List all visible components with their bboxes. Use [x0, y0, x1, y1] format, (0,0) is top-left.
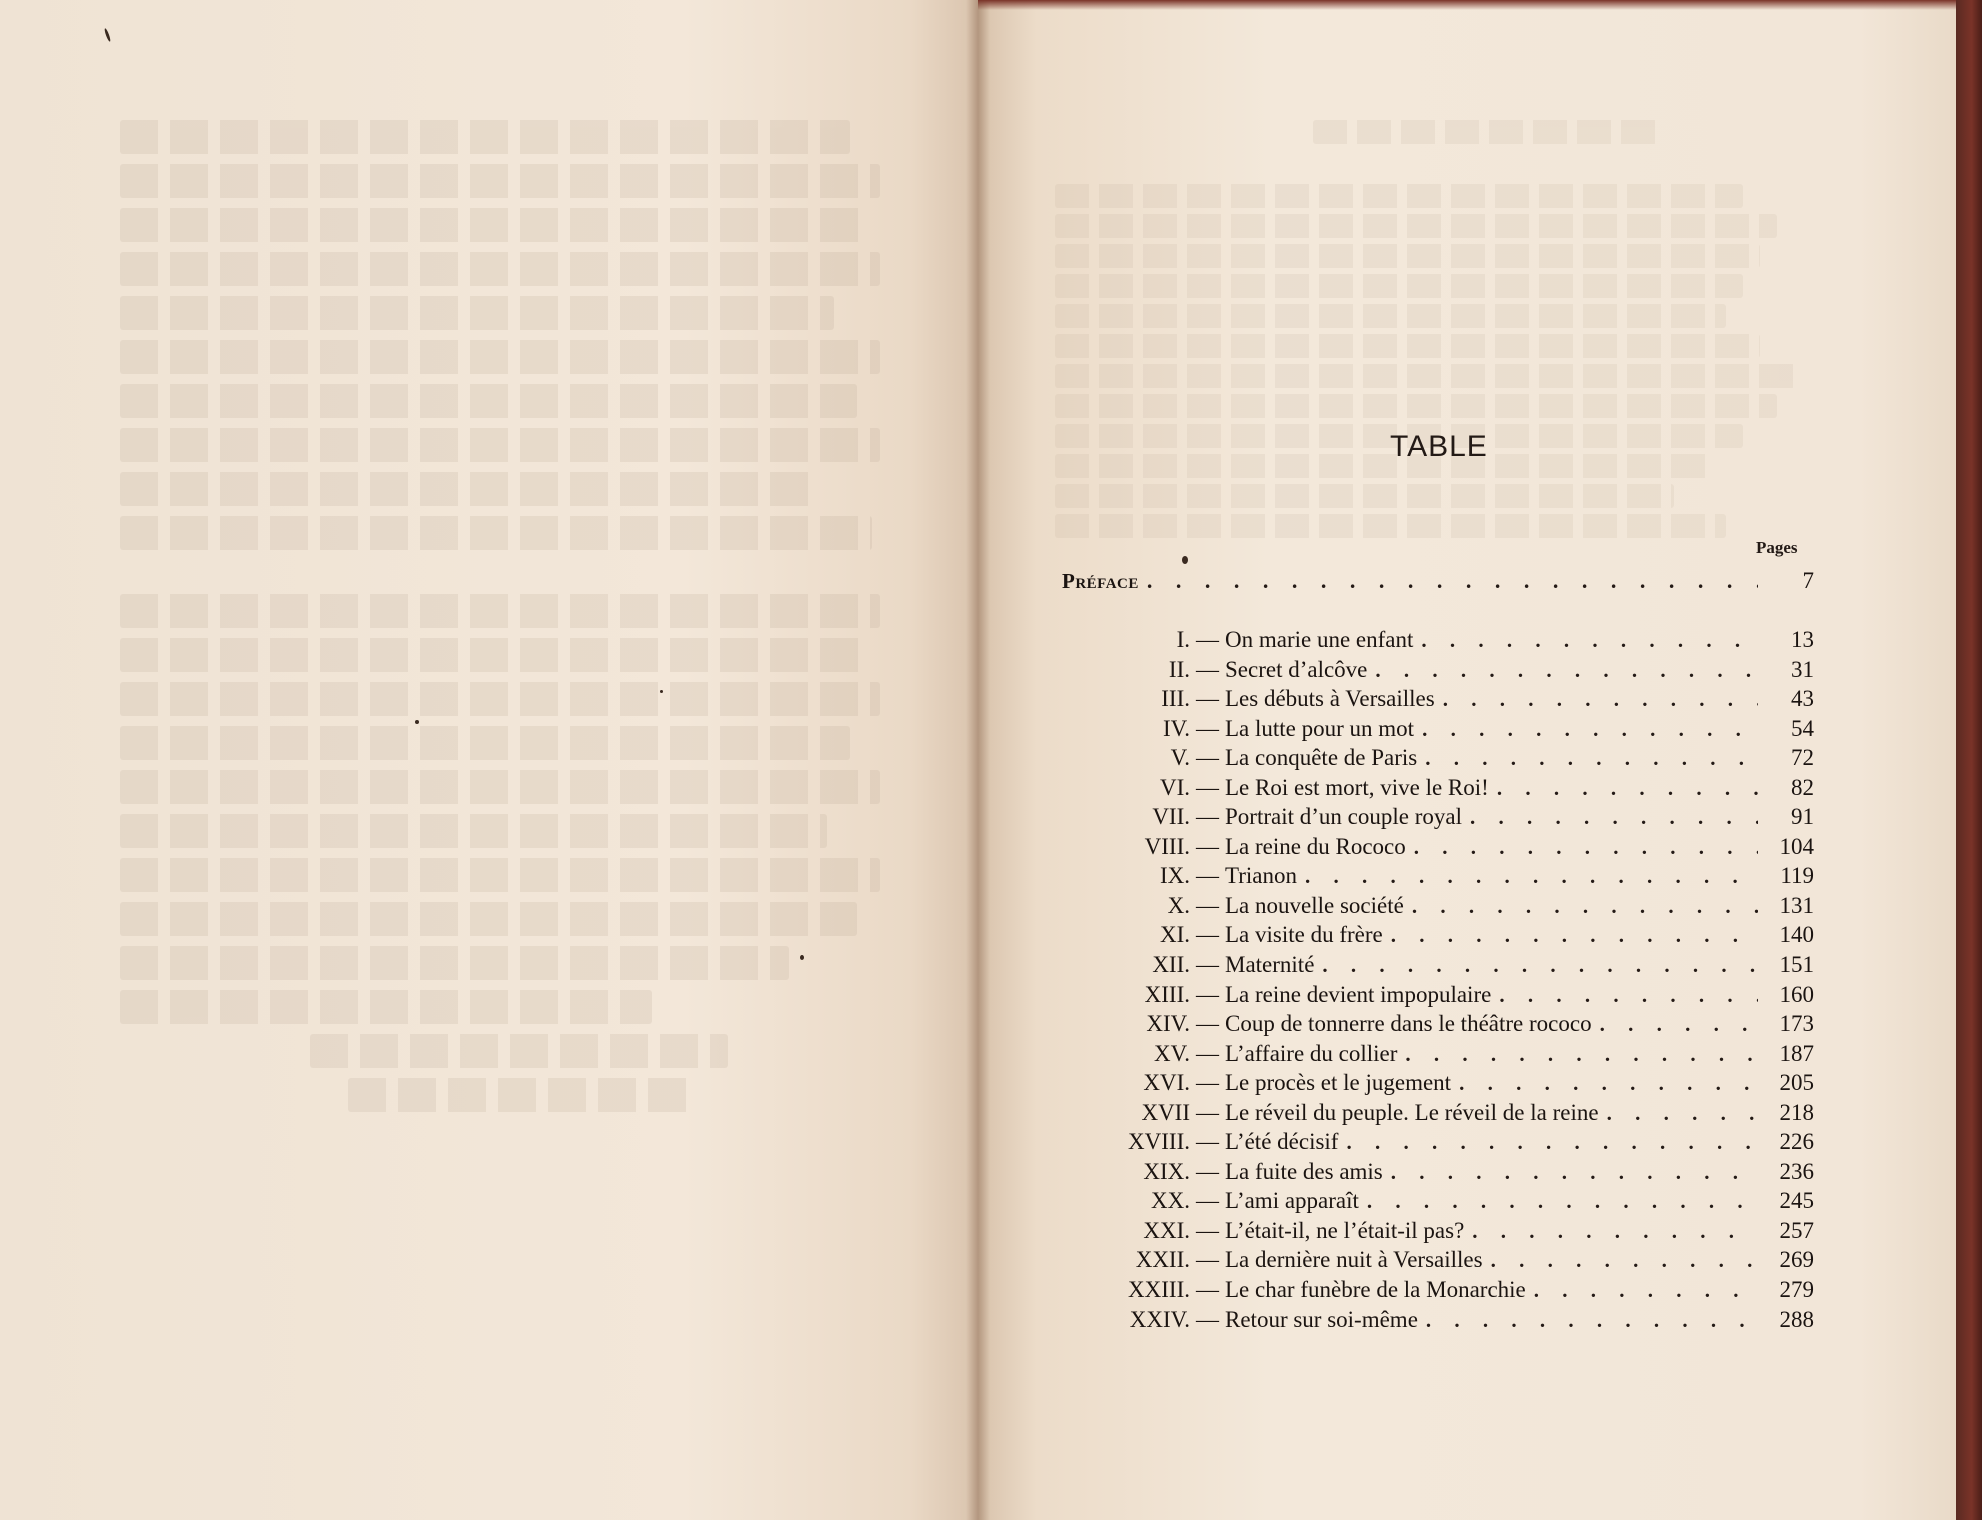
- chapter-title: L’été décisif: [1225, 1129, 1339, 1155]
- chapter-numeral: XVI.: [1143, 1070, 1190, 1096]
- chapter-numeral: V.: [1170, 745, 1190, 771]
- toc-chapter-entry: [1062, 657, 1814, 687]
- chapter-numeral: VI.: [1159, 774, 1190, 800]
- toc-chapter-entry: [1062, 804, 1814, 834]
- em-dash: —: [1196, 774, 1219, 800]
- em-dash: —: [1196, 1277, 1219, 1303]
- chapter-page-number: 269: [1779, 1247, 1814, 1273]
- dot-leader: [1346, 1130, 1758, 1155]
- chapter-page-number: 245: [1779, 1188, 1814, 1214]
- chapter-numeral: XXIII.: [1128, 1277, 1190, 1303]
- dot-leader: [1497, 776, 1758, 801]
- chapter-numeral: XII.: [1152, 952, 1190, 978]
- dot-leader: [1426, 1308, 1758, 1333]
- dot-leader: [1607, 1101, 1758, 1126]
- dot-leader: [1367, 1189, 1758, 1214]
- em-dash: —: [1196, 656, 1219, 682]
- chapter-numeral: X.: [1167, 892, 1190, 918]
- chapter-page-number: 82: [1791, 774, 1814, 800]
- em-dash: —: [1196, 1247, 1219, 1273]
- dot-leader: [1459, 1071, 1758, 1096]
- em-dash: —: [1196, 1188, 1219, 1214]
- em-dash: —: [1196, 627, 1219, 652]
- chapter-page-number: 187: [1779, 1040, 1814, 1066]
- book-gutter: [966, 0, 990, 1520]
- toc-chapter-entry: [1062, 863, 1814, 893]
- chapter-numeral: XXII.: [1135, 1247, 1190, 1273]
- dot-leader: [1322, 953, 1758, 978]
- em-dash: —: [1196, 833, 1219, 859]
- paper-speck: [800, 955, 804, 960]
- chapter-page-number: 160: [1779, 981, 1814, 1007]
- toc-chapter-entry: [1062, 952, 1814, 982]
- toc-chapter-entry: [1062, 1307, 1814, 1337]
- toc-chapter-entry: [1062, 1070, 1814, 1100]
- dot-leader: [1414, 835, 1758, 860]
- chapter-title: Maternité: [1225, 952, 1315, 978]
- toc-chapter-entry: [1062, 627, 1814, 657]
- em-dash: —: [1196, 1099, 1219, 1125]
- chapter-title: On marie une enfant: [1225, 627, 1414, 652]
- dot-leader: [1443, 687, 1758, 712]
- chapter-numeral: XIII.: [1144, 981, 1190, 1007]
- chapter-title: Le réveil du peuple. Le réveil de la reine: [1225, 1099, 1599, 1125]
- cover-right-edge: [1956, 0, 1982, 1520]
- chapter-page-number: 218: [1779, 1099, 1814, 1125]
- chapter-title: La dernière nuit à Versailles: [1225, 1247, 1483, 1273]
- chapter-title: Les débuts à Versailles: [1225, 686, 1435, 712]
- em-dash: —: [1196, 1158, 1219, 1184]
- em-dash: —: [1196, 922, 1219, 948]
- em-dash: —: [1196, 892, 1219, 918]
- chapter-title: Retour sur soi-même: [1225, 1306, 1418, 1332]
- chapter-title: Secret d’alcôve: [1225, 656, 1368, 682]
- chapter-title: La nouvelle société: [1225, 892, 1404, 918]
- em-dash: —: [1196, 863, 1219, 889]
- toc-chapter-entry: [1062, 1218, 1814, 1248]
- cover-top-edge: [978, 0, 1982, 10]
- dot-leader: [1499, 983, 1758, 1008]
- chapter-numeral: IV.: [1162, 715, 1190, 741]
- chapter-numeral: XXIV.: [1129, 1306, 1190, 1332]
- chapter-title: Le procès et le jugement: [1225, 1070, 1452, 1096]
- chapter-page-number: 288: [1779, 1306, 1814, 1332]
- chapter-title: La reine du Rococo: [1225, 833, 1406, 859]
- chapter-title: La lutte pour un mot: [1225, 715, 1415, 741]
- em-dash: —: [1196, 981, 1219, 1007]
- toc-chapter-entry: [1062, 1041, 1814, 1071]
- dot-leader: [1472, 1219, 1758, 1244]
- toc-chapter-entry: [1062, 775, 1814, 805]
- chapter-numeral: XXI.: [1143, 1217, 1190, 1243]
- chapter-page-number: 72: [1791, 745, 1814, 771]
- toc-chapter-entry: [1062, 745, 1814, 775]
- chapter-numeral: II.: [1168, 656, 1190, 682]
- chapter-page-number: 236: [1779, 1158, 1814, 1184]
- em-dash: —: [1196, 1306, 1219, 1332]
- dot-leader: [1600, 1012, 1758, 1037]
- chapter-page-number: 104: [1779, 833, 1814, 859]
- chapter-page-number: 43: [1791, 686, 1814, 712]
- chapter-title: Portrait d’un couple royal: [1225, 804, 1462, 830]
- chapter-title: Le char funèbre de la Monarchie: [1225, 1277, 1526, 1303]
- dot-leader: [1391, 923, 1758, 948]
- dot-leader: [1425, 746, 1758, 771]
- chapter-page-number: 91: [1791, 804, 1814, 830]
- toc-chapter-entry: [1062, 686, 1814, 716]
- chapter-title: La visite du frère: [1225, 922, 1383, 948]
- toc-chapter-entry: [1062, 1247, 1814, 1277]
- chapter-numeral: XX.: [1151, 1188, 1190, 1214]
- chapter-numeral: XV.: [1153, 1040, 1190, 1066]
- em-dash: —: [1196, 1040, 1219, 1066]
- chapter-title: L’affaire du collier: [1225, 1040, 1398, 1066]
- chapter-page-number: 140: [1779, 922, 1814, 948]
- chapter-numeral: VIII.: [1144, 833, 1190, 859]
- chapter-page-number: 31: [1791, 656, 1814, 682]
- chapter-numeral: XVII: [1141, 1099, 1190, 1125]
- chapter-numeral: XI.: [1159, 922, 1190, 948]
- em-dash: —: [1196, 1217, 1219, 1243]
- chapter-page-number: 151: [1779, 952, 1814, 978]
- chapter-numeral: VII.: [1152, 804, 1190, 830]
- chapter-title: L’ami apparaît: [1225, 1188, 1359, 1214]
- chapter-page-number: 279: [1779, 1277, 1814, 1303]
- dot-leader: [1391, 1160, 1758, 1185]
- chapter-page-number: 205: [1779, 1070, 1814, 1096]
- toc-preface-entry: [1062, 568, 1814, 602]
- chapter-title: La conquête de Paris: [1225, 745, 1418, 771]
- em-dash: —: [1196, 1070, 1219, 1096]
- em-dash: —: [1196, 952, 1219, 978]
- toc-chapter-entry: [1062, 1159, 1814, 1189]
- toc-chapter-list: [1062, 627, 1814, 1336]
- dot-leader: [1375, 658, 1758, 683]
- dot-leader: [1534, 1278, 1758, 1303]
- toc-chapter-entry: [1062, 1011, 1814, 1041]
- toc-chapter-entry: [1062, 922, 1814, 952]
- chapter-title: Trianon: [1225, 863, 1297, 889]
- toc-chapter-entry: [1062, 834, 1814, 864]
- dot-leader: [1422, 717, 1758, 742]
- preface-label: Préface: [1062, 569, 1139, 593]
- chapter-title: Le Roi est mort, vive le Roi!: [1225, 774, 1489, 800]
- chapter-page-number: 226: [1779, 1129, 1814, 1155]
- paper-speck: [415, 720, 419, 724]
- chapter-page-number: 119: [1780, 863, 1814, 889]
- paper-speck: [1182, 556, 1188, 564]
- chapter-numeral: XVIII.: [1128, 1129, 1190, 1155]
- em-dash: —: [1196, 745, 1219, 771]
- chapter-title: La reine devient impopulaire: [1225, 981, 1492, 1007]
- pages-column-header: Pages: [1756, 538, 1798, 557]
- dot-leader: [1491, 1248, 1758, 1273]
- toc-chapter-entry: [1062, 982, 1814, 1012]
- chapter-numeral: XIV.: [1146, 1011, 1190, 1037]
- chapter-title: L’était-il, ne l’était-il pas?: [1225, 1217, 1465, 1243]
- dot-leader: [1421, 628, 1758, 653]
- preface-page-number: 7: [1802, 568, 1814, 593]
- chapter-page-number: 173: [1779, 1011, 1814, 1037]
- em-dash: —: [1196, 804, 1219, 830]
- toc-chapter-entry: [1062, 893, 1814, 923]
- dot-leader: [1147, 568, 1758, 594]
- toc-chapter-entry: [1062, 1100, 1814, 1130]
- chapter-title: La fuite des amis: [1225, 1158, 1383, 1184]
- chapter-numeral: I.: [1176, 627, 1190, 652]
- toc-chapter-entry: [1062, 1129, 1814, 1159]
- em-dash: —: [1196, 1129, 1219, 1155]
- chapter-page-number: 13: [1791, 627, 1814, 652]
- dot-leader: [1405, 1042, 1758, 1067]
- chapter-page-number: 131: [1779, 892, 1814, 918]
- dot-leader: [1305, 864, 1758, 889]
- chapter-title: Coup de tonnerre dans le théâtre rococo: [1225, 1011, 1592, 1037]
- left-page: [0, 0, 978, 1520]
- chapter-page-number: 257: [1779, 1217, 1814, 1243]
- em-dash: —: [1196, 686, 1219, 712]
- toc-chapter-entry: [1062, 716, 1814, 746]
- toc-chapter-entry: [1062, 1277, 1814, 1307]
- em-dash: —: [1196, 715, 1219, 741]
- dot-leader: [1470, 805, 1758, 830]
- chapter-numeral: IX.: [1159, 863, 1190, 889]
- chapter-page-number: 54: [1791, 715, 1814, 741]
- em-dash: —: [1196, 1011, 1219, 1037]
- chapter-numeral: XIX.: [1143, 1158, 1190, 1184]
- chapter-numeral: III.: [1161, 686, 1190, 712]
- dot-leader: [1412, 894, 1758, 919]
- toc-chapter-entry: [1062, 1188, 1814, 1218]
- paper-speck: [660, 690, 663, 693]
